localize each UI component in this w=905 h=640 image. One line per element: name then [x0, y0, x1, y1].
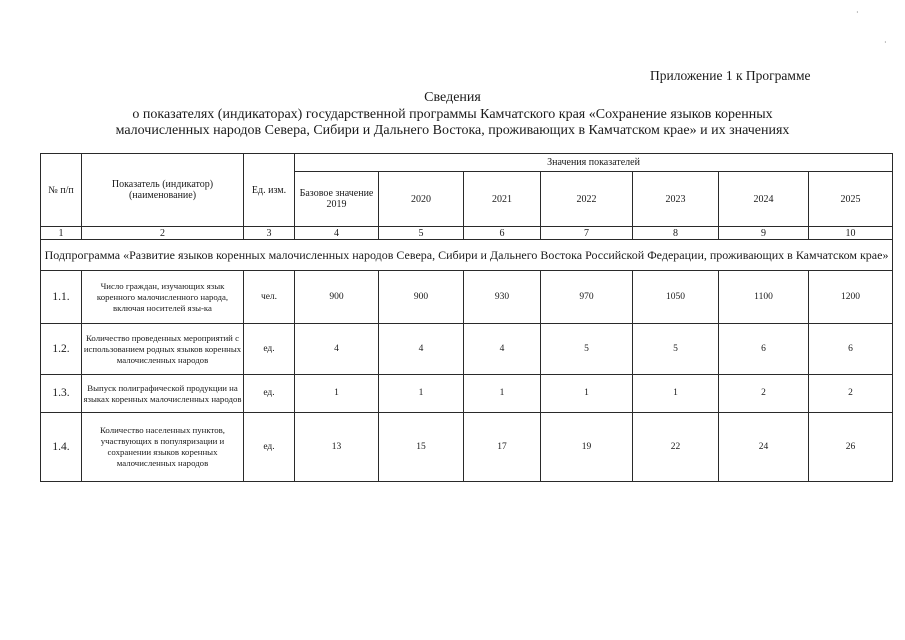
row-value: 19 — [541, 413, 633, 482]
row-value: 17 — [464, 413, 541, 482]
row-value: 4 — [379, 324, 464, 375]
row-value: 22 — [633, 413, 719, 482]
row-indicator-name: Число граждан, изучающих язык коренного малочисленного народа, включая носителей язы-ка — [82, 271, 244, 324]
row-value: 4 — [295, 324, 379, 375]
table-row — [41, 375, 893, 413]
row-value: 900 — [379, 271, 464, 324]
row-value: 900 — [295, 271, 379, 324]
row-number: 1.2. — [41, 324, 82, 375]
row-value: 13 — [295, 413, 379, 482]
document-title: Сведения — [424, 90, 481, 105]
row-value: 1050 — [633, 271, 719, 324]
header-indicator: Показатель (индикатор) (наименование) — [82, 154, 244, 227]
row-unit: ед. — [244, 375, 295, 413]
row-unit: ед. — [244, 324, 295, 375]
row-value: 1100 — [719, 271, 809, 324]
row-number: 1.3. — [41, 375, 82, 413]
document-subtitle-line1: о показателях (индикаторах) государственной программы Камчатского края «Сохранение языков коренных — [132, 107, 773, 122]
row-value: 1 — [295, 375, 379, 413]
row-value: 26 — [809, 413, 893, 482]
appendix-label: Приложение 1 к Программе — [650, 68, 811, 83]
column-number: 7 — [541, 227, 633, 240]
column-number: 1 — [41, 227, 82, 240]
column-number: 2 — [82, 227, 244, 240]
row-value: 1200 — [809, 271, 893, 324]
header-year: 2025 — [809, 172, 893, 227]
row-unit: ед. — [244, 413, 295, 482]
header-year: 2020 — [379, 172, 464, 227]
document-subtitle-line2: малочисленных народов Севера, Сибири и Дальнего Востока, проживающих в Камчатском крае» и их значениях — [115, 123, 790, 138]
row-value: 5 — [633, 324, 719, 375]
row-value: 1 — [633, 375, 719, 413]
row-value: 24 — [719, 413, 809, 482]
table-row — [41, 271, 893, 324]
row-number: 1.1. — [41, 271, 82, 324]
row-value: 4 — [464, 324, 541, 375]
header-year: 2021 — [464, 172, 541, 227]
column-number: 6 — [464, 227, 541, 240]
row-unit: чел. — [244, 271, 295, 324]
row-indicator-name: Количество проведенных мероприятий с использованием родных языков коренных малочисленных народов — [82, 324, 244, 375]
header-year: 2024 — [719, 172, 809, 227]
row-value: 6 — [809, 324, 893, 375]
scan-mark: · — [884, 38, 887, 47]
scan-mark: · — [856, 8, 859, 17]
subprogram-title: Подпрограмма «Развитие языков коренных малочисленных народов Севера, Сибири и Дальнего Востока Российской Федерации, проживающих в Камчатском крае» — [41, 240, 893, 271]
column-number: 10 — [809, 227, 893, 240]
header-number: № п/п — [41, 154, 82, 227]
table-row — [41, 324, 893, 375]
row-value: 15 — [379, 413, 464, 482]
header-base-value: Базовое значение 2019 — [295, 172, 379, 227]
row-indicator-name: Выпуск полиграфической продукции на языках коренных малочисленных народов — [82, 375, 244, 413]
row-value: 5 — [541, 324, 633, 375]
header-year: 2022 — [541, 172, 633, 227]
column-number: 8 — [633, 227, 719, 240]
row-number: 1.4. — [41, 413, 82, 482]
row-value: 970 — [541, 271, 633, 324]
row-value: 6 — [719, 324, 809, 375]
row-value: 930 — [464, 271, 541, 324]
row-indicator-name: Количество населенных пунктов, участвующих в популяризации и сохранении языков коренных малочисленных народов — [82, 413, 244, 482]
indicators-table — [40, 153, 893, 482]
header-year: 2023 — [633, 172, 719, 227]
header-values: Значения показателей — [295, 154, 893, 172]
header-unit: Ед. изм. — [244, 154, 295, 227]
row-value: 2 — [809, 375, 893, 413]
table-row — [41, 413, 893, 482]
row-value: 1 — [379, 375, 464, 413]
row-value: 1 — [464, 375, 541, 413]
row-value: 1 — [541, 375, 633, 413]
row-value: 2 — [719, 375, 809, 413]
column-number: 4 — [295, 227, 379, 240]
column-number: 5 — [379, 227, 464, 240]
column-number: 3 — [244, 227, 295, 240]
column-number: 9 — [719, 227, 809, 240]
